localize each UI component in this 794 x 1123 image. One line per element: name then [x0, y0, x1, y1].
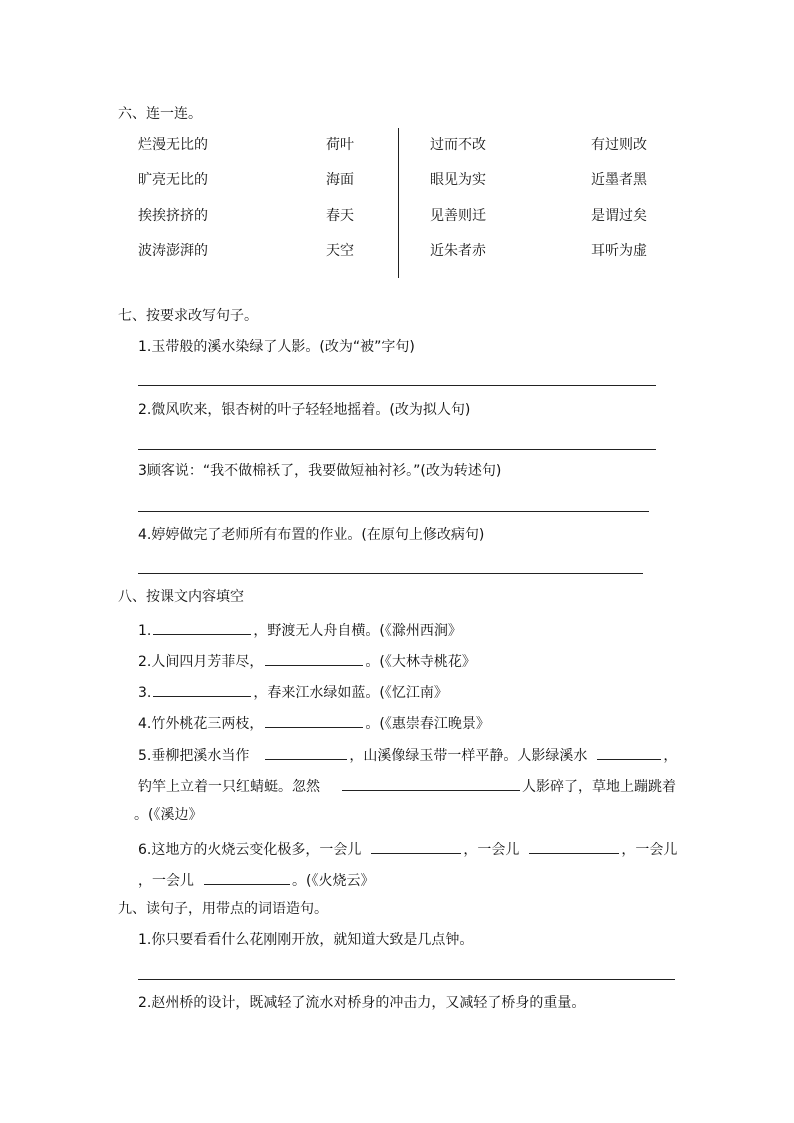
question-text: 6.这地方的火烧云变化极多，一会儿 [138, 842, 362, 858]
answer-line[interactable] [138, 385, 656, 386]
fill-blank[interactable] [153, 620, 251, 635]
match-item: 挨挨挤挤的 [138, 208, 208, 224]
answer-line[interactable] [138, 573, 643, 574]
section-9-heading: 九、读句子，用带点的词语造句。 [118, 901, 328, 917]
question-text: ，一会儿 [463, 842, 520, 858]
section-8-heading: 八、按课文内容填空 [118, 589, 244, 605]
fill-blank[interactable] [204, 870, 290, 885]
fill-question-1 [138, 620, 462, 639]
question-text: ，春来江水绿如蓝。(《忆江南》 [253, 685, 448, 701]
match-item: 近朱者赤 [430, 243, 486, 259]
question-text: 钓竿上立着一只红蜻蜓。忽然 [138, 779, 320, 795]
match-item: 旷亮无比的 [138, 172, 208, 188]
question-text: 人影碎了，草地上蹦跳着 [522, 779, 676, 795]
fill-blank[interactable] [529, 839, 619, 854]
question-text: 4.竹外桃花三两枝， [138, 716, 264, 732]
match-item: 有过则改 [591, 137, 647, 153]
question-text: ，一会儿 [621, 842, 678, 858]
rewrite-question: 1.玉带般的溪水染绿了人影。(改为“被”字句) [138, 339, 415, 355]
fill-question-5-line-3: 。(《溪边》 [134, 807, 203, 823]
fill-blank[interactable] [265, 713, 363, 728]
question-text: 5.垂柳把溪水当作 [138, 748, 250, 764]
match-item: 眼见为实 [430, 172, 486, 188]
fill-question-5-line-2 [138, 776, 676, 795]
match-item: 天空 [326, 243, 354, 259]
fill-question-6-line-2 [138, 870, 374, 889]
rewrite-question: 4.婷婷做完了老师所有布置的作业。(在原句上修改病句) [138, 527, 485, 543]
question-text: 2.人间四月芳菲尽， [138, 654, 264, 670]
match-item: 见善则迁 [430, 208, 486, 224]
match-item: 荷叶 [326, 137, 354, 153]
sentence-question: 2.赵州桥的设计，既减轻了流水对桥身的冲击力，又减轻了桥身的重量。 [138, 995, 586, 1011]
answer-line[interactable] [138, 979, 675, 980]
question-text: ，山溪像绿玉带一样平静。人影绿溪水 [349, 748, 588, 764]
question-text: ，野渡无人舟自横。(《滁州西涧》 [253, 623, 462, 639]
answer-line[interactable] [138, 511, 649, 512]
column-divider [398, 128, 399, 278]
fill-blank[interactable] [153, 682, 251, 697]
question-text: 。(《惠崇春江晚景》 [365, 716, 490, 732]
question-number: 3. [138, 685, 152, 701]
fill-question-3 [138, 682, 448, 701]
sentence-question: 1.你只要看看什么花刚刚开放，就知道大致是几点钟。 [138, 932, 474, 948]
question-text: 。(《火烧云》 [292, 873, 375, 889]
question-number: 1. [138, 623, 152, 639]
fill-question-6-line-1 [138, 839, 677, 858]
rewrite-question: 2.微风吹来，银杏树的叶子轻轻地摇着。(改为拟人句) [138, 402, 471, 418]
fill-question-4 [138, 713, 490, 732]
match-item: 耳听为虚 [591, 243, 647, 259]
fill-blank[interactable] [597, 745, 661, 760]
question-text: ， [663, 748, 678, 764]
match-item: 烂漫无比的 [138, 137, 208, 153]
fill-blank[interactable] [265, 651, 363, 666]
fill-blank[interactable] [371, 839, 461, 854]
match-item: 过而不改 [430, 137, 486, 153]
question-text: 。(《大林寺桃花》 [365, 654, 476, 670]
section-6-heading: 六、连一连。 [118, 106, 202, 122]
section-7-heading: 七、按要求改写句子。 [118, 308, 258, 324]
fill-blank[interactable] [265, 745, 347, 760]
rewrite-question: 3顾客说：“我不做棉袄了，我要做短袖衬衫。”(改为转述句) [138, 463, 502, 479]
fill-question-5-line-1 [138, 745, 677, 764]
fill-blank[interactable] [342, 776, 520, 791]
match-item: 海面 [326, 172, 354, 188]
match-item: 是谓过矣 [591, 208, 647, 224]
answer-line[interactable] [138, 449, 656, 450]
match-item: 波涛澎湃的 [138, 243, 208, 259]
fill-question-2 [138, 651, 476, 670]
match-item: 春天 [326, 208, 354, 224]
question-text: ，一会儿 [138, 873, 194, 889]
match-item: 近墨者黑 [591, 172, 647, 188]
